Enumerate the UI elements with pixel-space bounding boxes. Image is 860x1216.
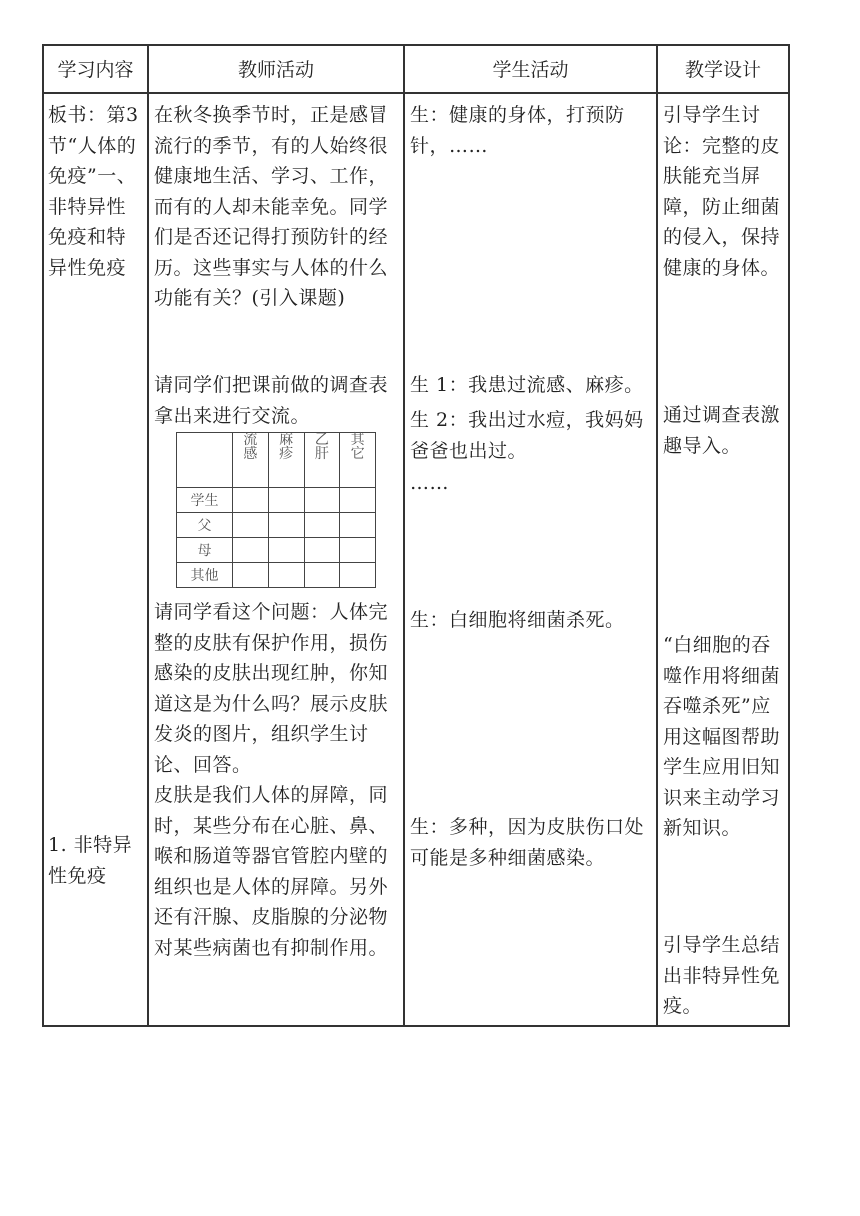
survey-cell: [340, 563, 376, 588]
teacher-skin-question: 请同学看这个问题：人体完整的皮肤有保护作用，损伤感染的皮肤出现红肿，你知道这是为什么吗？展示皮肤发炎的图片，组织学生讨论、回答。: [154, 601, 389, 776]
student-answer-5: 生：多种，因为皮肤伤口处可能是多种细菌感染。: [410, 816, 645, 869]
student-answer-2: 生 1：我患过流感、麻疹。: [410, 374, 644, 396]
survey-cell: [268, 563, 304, 588]
design-note-1: 引导学生讨论：完整的皮肤能充当屏障，防止细菌的侵入，保持健康的身体。: [663, 104, 781, 279]
header-student-activity: 学生活动: [492, 59, 569, 81]
teacher-intro: 在秋冬换季节时，正是感冒流行的季节，有的人始终很健康地生活、学习、工作，而有的人却未能幸免。同学们是否还记得打预防针的经历。这些事实与人体的什么功能有关？(引入课题): [154, 104, 389, 309]
survey-col-flu: 流感: [233, 433, 269, 488]
student-answer-ellipsis: ……: [410, 472, 449, 494]
survey-row-mother: 母: [177, 538, 233, 563]
survey-col-other: 其它: [340, 433, 376, 488]
student-answer-1: 生：健康的身体，打预防针，……: [410, 104, 625, 157]
survey-cell: [340, 488, 376, 513]
survey-cell: [268, 538, 304, 563]
teacher-skin-barrier: 皮肤是我们人体的屏障，同时，某些分布在心脏、鼻、喉和肠道等器官管腔内壁的组织也是人体的屏障。另外还有汗腺、皮脂腺的分泌物对某些病菌也有抑制作用。: [154, 784, 389, 959]
design-note-2: 通过调查表激趣导入。: [663, 404, 781, 457]
survey-col-hepatitis-b: 乙肝: [304, 433, 340, 488]
student-answer-4: 生：白细胞将细菌杀死。: [410, 609, 625, 631]
survey-cell: [233, 563, 269, 588]
board-writing: 板书：第3节“人体的免疫”一、非特异性免疫和特异性免疫: [48, 104, 139, 279]
survey-corner: [177, 433, 233, 488]
column-divider-3: [656, 44, 658, 1027]
survey-cell: [233, 538, 269, 563]
survey-row-student: 学生: [177, 488, 233, 513]
survey-col-measles: 麻疹: [268, 433, 304, 488]
column-divider-1: [147, 44, 149, 1027]
survey-cell: [304, 488, 340, 513]
survey-cell: [340, 538, 376, 563]
survey-row-others: 其他: [177, 563, 233, 588]
survey-cell: [268, 488, 304, 513]
survey-table: [176, 432, 376, 586]
header-divider: [42, 92, 790, 94]
table-border-right: [788, 44, 790, 1027]
design-note-4: 引导学生总结出非特异性免疫。: [663, 934, 781, 1017]
header-teaching-design: 教学设计: [684, 59, 761, 81]
survey-cell: [268, 513, 304, 538]
survey-cell: [340, 513, 376, 538]
table-border-bottom: [42, 1025, 790, 1027]
survey-row-father: 父: [177, 513, 233, 538]
survey-cell: [233, 488, 269, 513]
survey-cell: [304, 563, 340, 588]
teacher-survey-prompt: 请同学们把课前做的调查表拿出来进行交流。: [154, 374, 389, 427]
student-answer-3: 生 2：我出过水痘，我妈妈爸爸也出过。: [410, 409, 644, 462]
header-learning-content: 学习内容: [57, 59, 134, 81]
survey-cell: [304, 538, 340, 563]
survey-cell: [304, 513, 340, 538]
nonspecific-immunity-heading: 1. 非特异性免疫: [48, 834, 133, 887]
table-border-top: [42, 44, 790, 46]
table-border-left: [42, 44, 44, 1027]
survey-cell: [233, 513, 269, 538]
header-teacher-activity: 教师活动: [237, 59, 314, 81]
design-note-3: “白细胞的吞噬作用将细菌吞噬杀死”应用这幅图帮助学生应用旧知识来主动学习新知识。: [663, 634, 781, 839]
column-divider-2: [403, 44, 405, 1027]
